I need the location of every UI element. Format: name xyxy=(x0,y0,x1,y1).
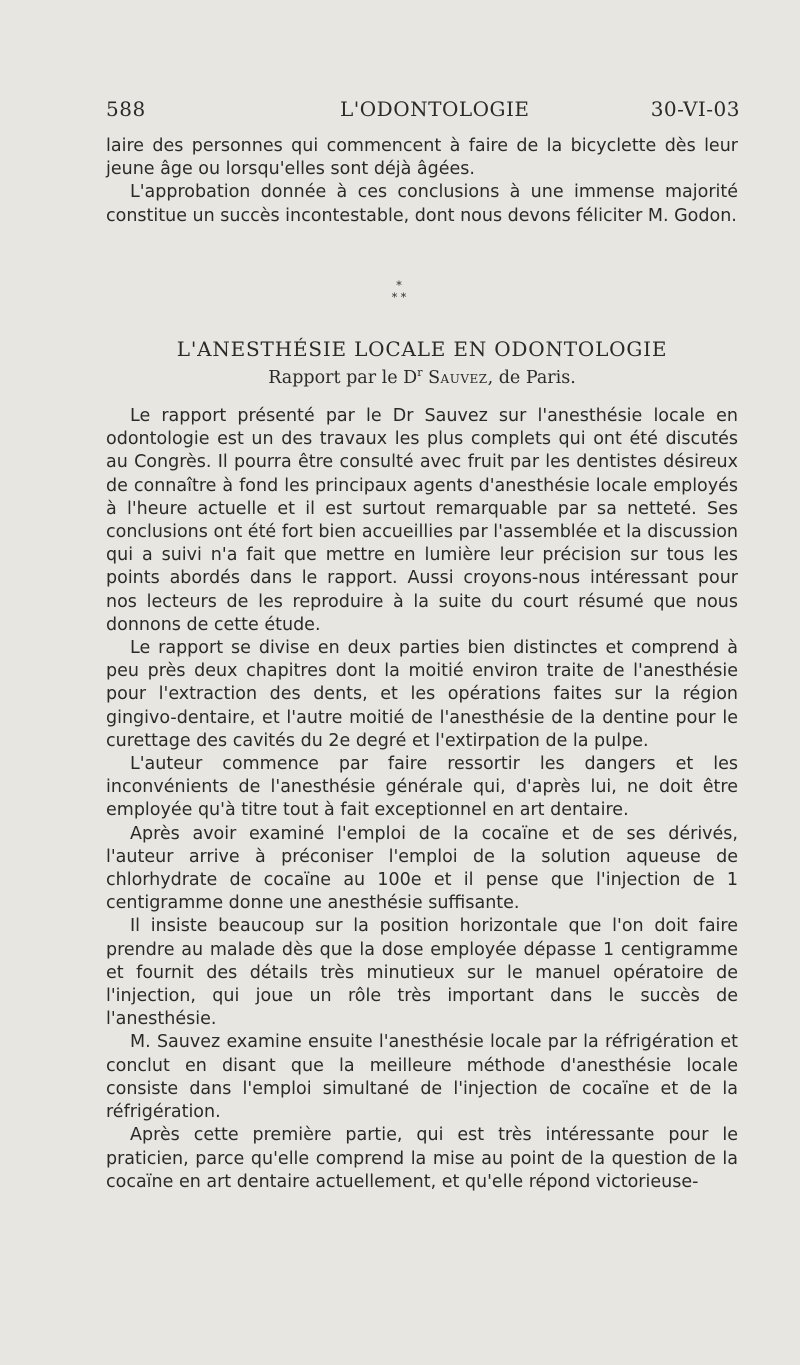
byline-author: Sauvez xyxy=(428,367,488,388)
running-header xyxy=(106,97,740,127)
separator-star-top: * xyxy=(396,279,402,292)
byline-doctor-sup: r xyxy=(417,366,423,379)
intro-paragraph-1: laire des personnes qui commencent à faire de la bicyclette dès leur jeune âge ou lorsqu'elles sont déjà âgées. xyxy=(106,136,738,180)
article-paragraph-6: M. Sauvez examine ensuite l'anesthésie locale par la réfrigération et conclut en disant que la meilleure méthode d'anesthésie locale consiste dans l'emploi simultané de l'injection de cocaïne et de la réfrigération. xyxy=(106,1032,738,1123)
article-paragraph-3: L'auteur commence par faire ressortir les dangers et les inconvénients de l'anesthésie générale qui, d'après lui, ne doit être employée qu'à titre tout à fait exceptionnel en art dentaire. xyxy=(106,754,738,821)
journal-title: L'ODONTOLOGIE xyxy=(340,97,530,121)
page-number: 588 xyxy=(106,97,146,121)
byline-prefix: Rapport par le D xyxy=(268,367,418,388)
article-paragraph-7: Après cette première partie, qui est très intéressante pour le praticien, parce qu'elle comprend la mise au point de la question de la cocaïne en art dentaire actuellement, et qu'elle répond victorieuse- xyxy=(106,1125,738,1192)
byline-suffix: , de Paris. xyxy=(487,367,576,388)
article-byline xyxy=(106,366,738,388)
separator-star-bottom: * * xyxy=(391,291,407,304)
article-paragraph-2: Le rapport se divise en deux parties bien distinctes et comprend à peu près deux chapitres dont la moitié environ traite de l'anesthésie pour l'extraction des dents, et les opérations faites sur la région gingivo-dentaire, et l'autre moitié de l'anesthésie de la dentine pour le curettage des cavités du 2e degré et l'extirpation de la pulpe. xyxy=(106,638,738,751)
intro-paragraph-2: L'approbation donnée à ces conclusions à une immense majorité constitue un succès incontestable, dont nous devons féliciter M. Godon. xyxy=(106,182,738,226)
article-body xyxy=(106,405,738,1194)
issue-date: 30-VI-03 xyxy=(650,97,740,121)
intro-text xyxy=(106,135,738,228)
section-separator xyxy=(384,280,414,310)
article-paragraph-5: Il insiste beaucoup sur la position horizontale que l'on doit faire prendre au malade dès que la dose employée dépasse 1 centigramme et fournit des détails très minutieux sur le manuel opératoire de l'injection, qui joue un rôle très important dans le succès de l'anesthésie. xyxy=(106,916,738,1030)
article-paragraph-4: Après avoir examiné l'emploi de la cocaïne et de ses dérivés, l'auteur arrive à préconiser l'emploi de la solution aqueuse de chlorhydrate de cocaïne au 100e et il pense que l'injection de 1 centigramme donne une anesthésie suffisante. xyxy=(106,823,738,914)
article-paragraph-1: Le rapport présenté par le Dr Sauvez sur l'anesthésie locale en odontologie est un des travaux les plus complets qui ont été discutés au Congrès. Il pourra être consulté avec fruit par les dentistes désireux de connaître à fond les principaux agents d'anesthésie locale employés à l'heure actuelle et il est surtout remarquable par sa netteté. Ses conclusions ont été fort bien accueillies par l'assemblée et la discussion qui a suivi n'a fait que mettre en lumière leur précision sur tous les points abordés dans le rapport. Aussi croyons-nous intéressant pour nos lecteurs de les reproduire à la suite du court résumé que nous donnons de cette étude. xyxy=(106,406,738,635)
article-title: L'ANESTHÉSIE LOCALE EN ODONTOLOGIE xyxy=(176,337,668,361)
